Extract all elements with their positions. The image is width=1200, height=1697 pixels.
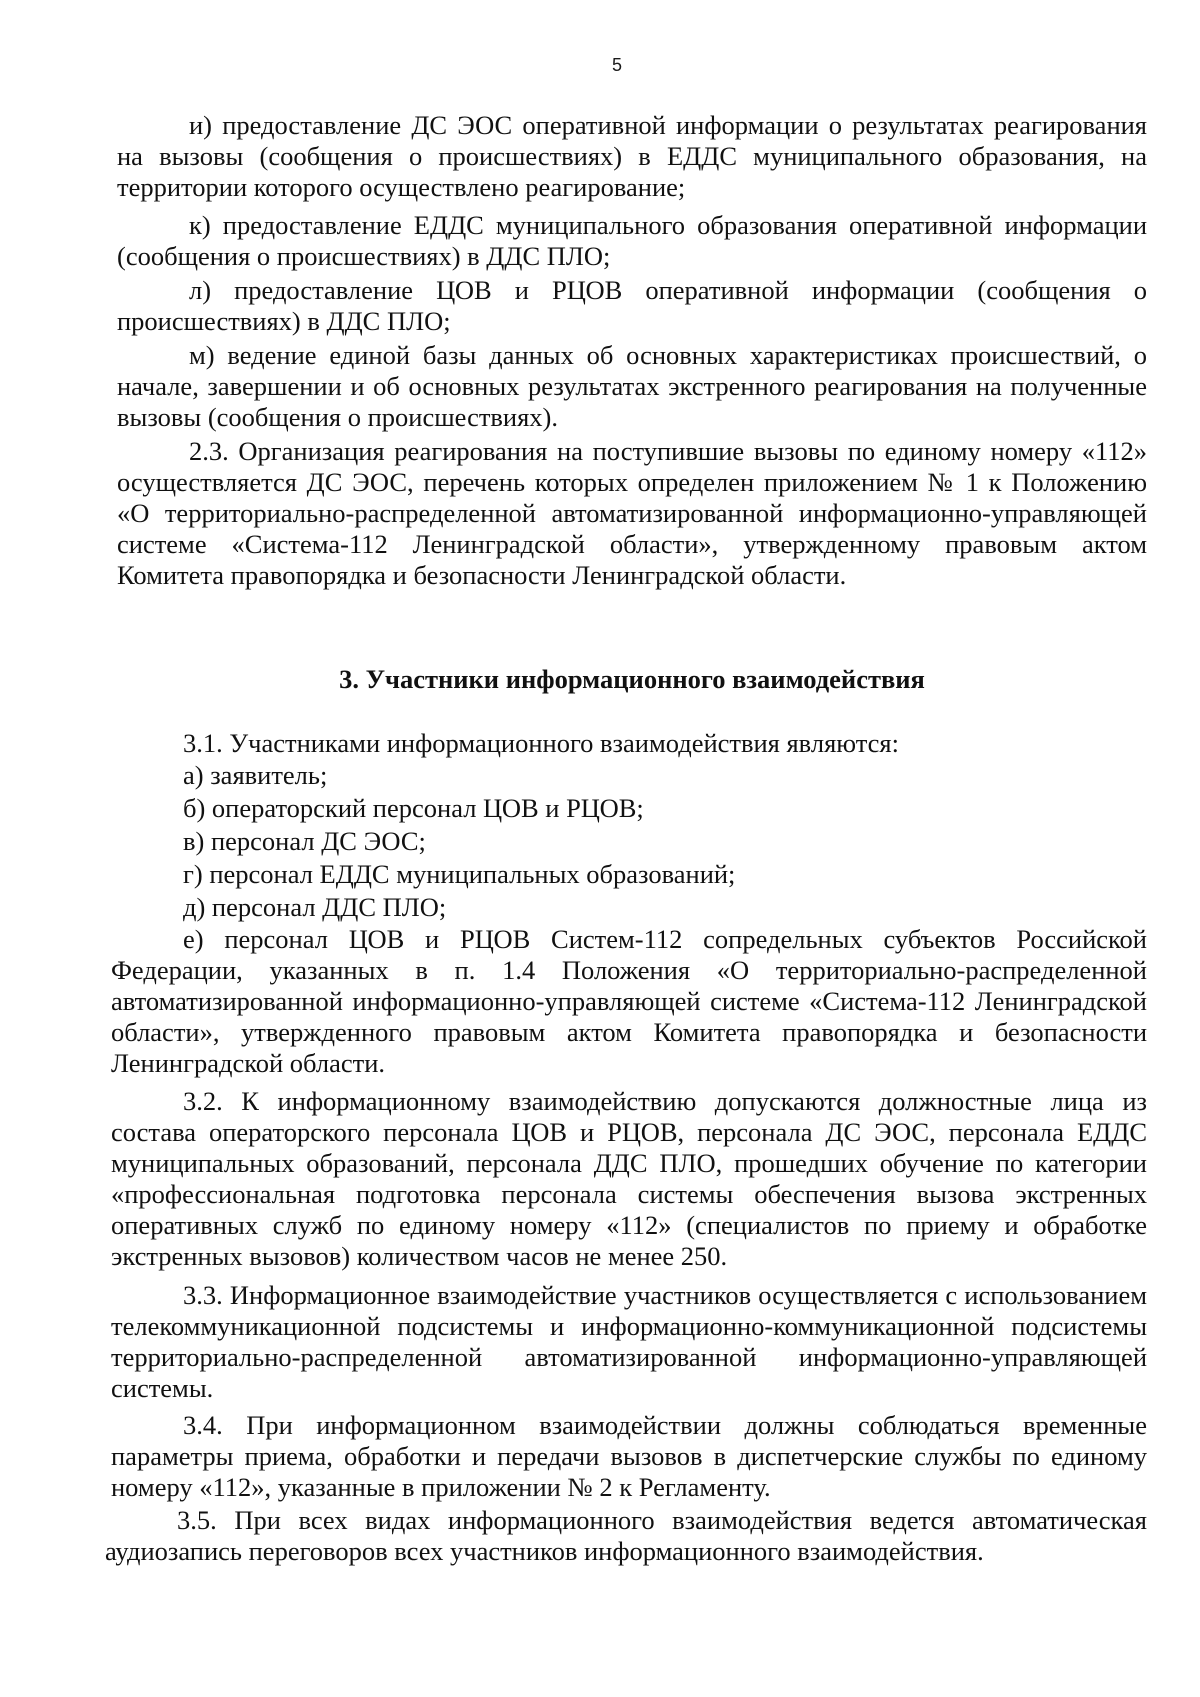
list-item: д) персонал ДДС ПЛО; [183,892,447,922]
paragraph-2-3: 2.3. Организация реагирования на поступившие вызовы по единому номеру «112» осуществляется ДС ЭОС, перечень которых определен приложением № 1 к Положению «О территориально-распределенной автоматизированной информационно-управляющей системе «Система-112 Ленинградской области», утвержденному правовым актом Комитета правопорядка и безопасности Ленинградской области. [117,436,1147,590]
list-item: г) персонал ЕДДС муниципальных образований; [183,859,736,889]
paragraph-3-2: 3.2. К информационному взаимодействию допускаются должностные лица из состава операторского персонала ЦОВ и РЦОВ, персонала ДС ЭОС, персонала ЕДДС муниципальных образований, персонала ДДС ПЛО, прошедших обучение по категории «профессиональная подготовка персонала системы обеспечения вызова экстренных оперативных служб по единому номеру «112» (специалистов по приему и обработке экстренных вызовов) количеством часов не менее 250. [111,1086,1147,1271]
paragraph-item-k: к) предоставление ЕДДС муниципального образования оперативной информации (сообщения о происшествиях) в ДДС ПЛО; [117,210,1147,271]
page-number: 5 [611,55,622,75]
section-heading: 3. Участники информационного взаимодействия [339,664,925,694]
paragraph-3-5: 3.5. При всех видах информационного взаимодействия ведется автоматическая аудиозапись переговоров всех участников информационного взаимодействия. [105,1505,1147,1566]
paragraph-3-4: 3.4. При информационном взаимодействии должны соблюдаться временные параметры приема, обработки и передачи вызовов в диспетчерские службы по единому номеру «112», указанные в приложении № 2 к Регламенту. [111,1410,1147,1502]
paragraph-item-i: и) предоставление ДС ЭОС оперативной информации о результатах реагирования на вызовы (сообщения о происшествиях) в ЕДДС муниципального образования, на территории которого осуществлено реагирование; [117,110,1147,202]
paragraph-item-m: м) ведение единой базы данных об основных характеристиках происшествий, о начале, завершении и об основных результатах экстренного реагирования на полученные вызовы (сообщения о происшествиях). [117,340,1147,432]
paragraph-item-e: е) персонал ЦОВ и РЦОВ Систем-112 сопредельных субъектов Российской Федерации, указанных в п. 1.4 Положения «О территориально-распределенной автоматизированной информационно-управляющей системе «Система-112 Ленинградской области», утвержденного правовым актом Комитета правопорядка и безопасности Ленинградской области. [111,924,1147,1078]
paragraph-item-l: л) предоставление ЦОВ и РЦОВ оперативной информации (сообщения о происшествиях) в ДДС ПЛО; [117,275,1147,336]
section-3-1-intro: 3.1. Участниками информационного взаимодействия являются: [183,728,899,758]
list-item: б) операторский персонал ЦОВ и РЦОВ; [183,793,644,823]
list-item: в) персонал ДС ЭОС; [183,826,426,856]
paragraph-3-3: 3.3. Информационное взаимодействие участников осуществляется с использованием телекоммуникационной подсистемы и информационно-коммуникационной подсистемы территориально-распределенной автоматизированной информационно-управляющей системы. [111,1280,1147,1403]
list-item: а) заявитель; [183,760,328,790]
